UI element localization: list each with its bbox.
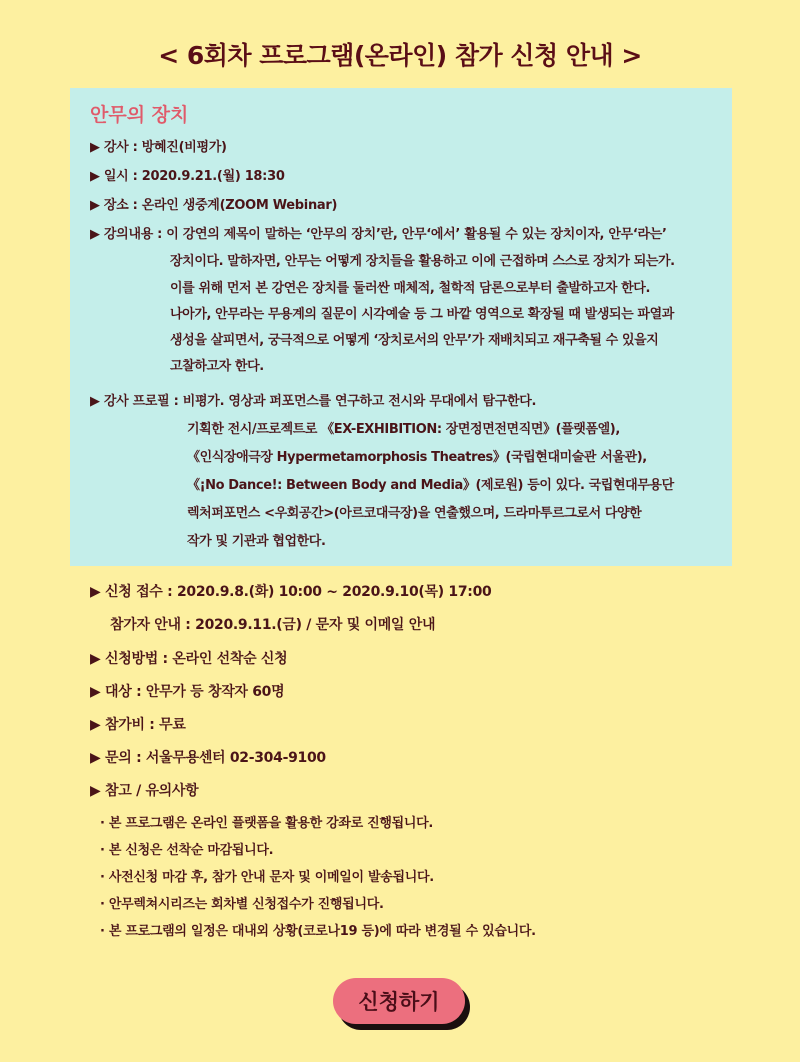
lecture-info-box <box>70 88 732 566</box>
profile-line-2: 《인식장애극장 Hypermetamorphosis Theatres》(국립현대미술관 서울관), <box>187 450 647 465</box>
content-line-5: 고찰하고자 한다. <box>170 359 264 374</box>
target-audience: ▶ 대상 : 안무가 등 창작자 60명 <box>90 684 285 700</box>
note-item: · 사전신청 마감 후, 참가 안내 문자 및 이메일이 발송됩니다. <box>100 870 434 885</box>
participation-fee: ▶ 참가비 : 무료 <box>90 717 186 733</box>
application-method: ▶ 신청방법 : 온라인 선착순 신청 <box>90 651 288 667</box>
profile-line-3: 《¡No Dance!: Between Body and Media》(제로원) 등이 있다. 국립현대무용단 <box>187 478 674 493</box>
content-label-line: ▶ 강의내용 : 이 강연의 제목이 말하는 ‘안무의 장치’란, 안무‘에서’ 활용될 수 있는 장치이자, 안무‘라는’ <box>90 227 667 242</box>
datetime-line: ▶ 일시 : 2020.9.21.(월) 18:30 <box>90 169 285 184</box>
content-line-4: 생성을 살피면서, 궁극적으로 어떻게 ‘장치로서의 안무’가 재배치되고 재구축될 수 있을지 <box>170 333 659 348</box>
place-line: ▶ 장소 : 온라인 생중계(ZOOM Webinar) <box>90 198 338 213</box>
note-item: · 본 신청은 선착순 마감됩니다. <box>100 843 274 858</box>
page-title: < 6회차 프로그램(온라인) 참가 신청 안내 > <box>158 41 642 70</box>
profile-line-5: 작가 및 기관과 협업한다. <box>187 534 326 549</box>
lecturer-line: ▶ 강사 : 방혜진(비평가) <box>90 140 227 155</box>
apply-button[interactable]: 신청하기 <box>333 978 465 1024</box>
content-line-2: 이를 위해 먼저 본 강연은 장치를 둘러싼 매체적, 철학적 담론으로부터 출발하고자 한다. <box>170 281 650 296</box>
profile-line-1: 기획한 전시/프로젝트로 《EX-EXHIBITION: 장면정면전면직면》(플랫폼엘), <box>187 422 620 437</box>
participant-notice: 참가자 안내 : 2020.9.11.(금) / 문자 및 이메일 안내 <box>110 617 436 633</box>
notes-label: ▶ 참고 / 유의사항 <box>90 783 199 799</box>
note-item: · 안무렉쳐시리즈는 회차별 신청접수가 진행됩니다. <box>100 897 384 912</box>
profile-line-4: 렉처퍼포먼스 <우회공간>(아르코대극장)을 연출했으며, 드라마투르그로서 다양한 <box>187 506 642 521</box>
application-period: ▶ 신청 접수 : 2020.9.8.(화) 10:00 ~ 2020.9.10(목) 17:00 <box>90 584 492 600</box>
note-item: · 본 프로그램의 일정은 대내외 상황(코로나19 등)에 따라 변경될 수 있습니다. <box>100 924 536 939</box>
lecture-title: 안무의 장치 <box>90 104 189 126</box>
note-item: · 본 프로그램은 온라인 플랫폼을 활용한 강좌로 진행됩니다. <box>100 816 434 831</box>
contact-info: ▶ 문의 : 서울무용센터 02-304-9100 <box>90 750 326 766</box>
content-line-3: 나아가, 안무라는 무용계의 질문이 시각예술 등 그 바깥 영역으로 확장될 때 발생되는 파열과 <box>170 307 674 322</box>
profile-label-line: ▶ 강사 프로필 : 비평가. 영상과 퍼포먼스를 연구하고 전시와 무대에서 탐구한다. <box>90 394 537 409</box>
content-line-1: 장치이다. 말하자면, 안무는 어떻게 장치들을 활용하고 이에 근접하며 스스로 장치가 되는가. <box>170 254 675 269</box>
